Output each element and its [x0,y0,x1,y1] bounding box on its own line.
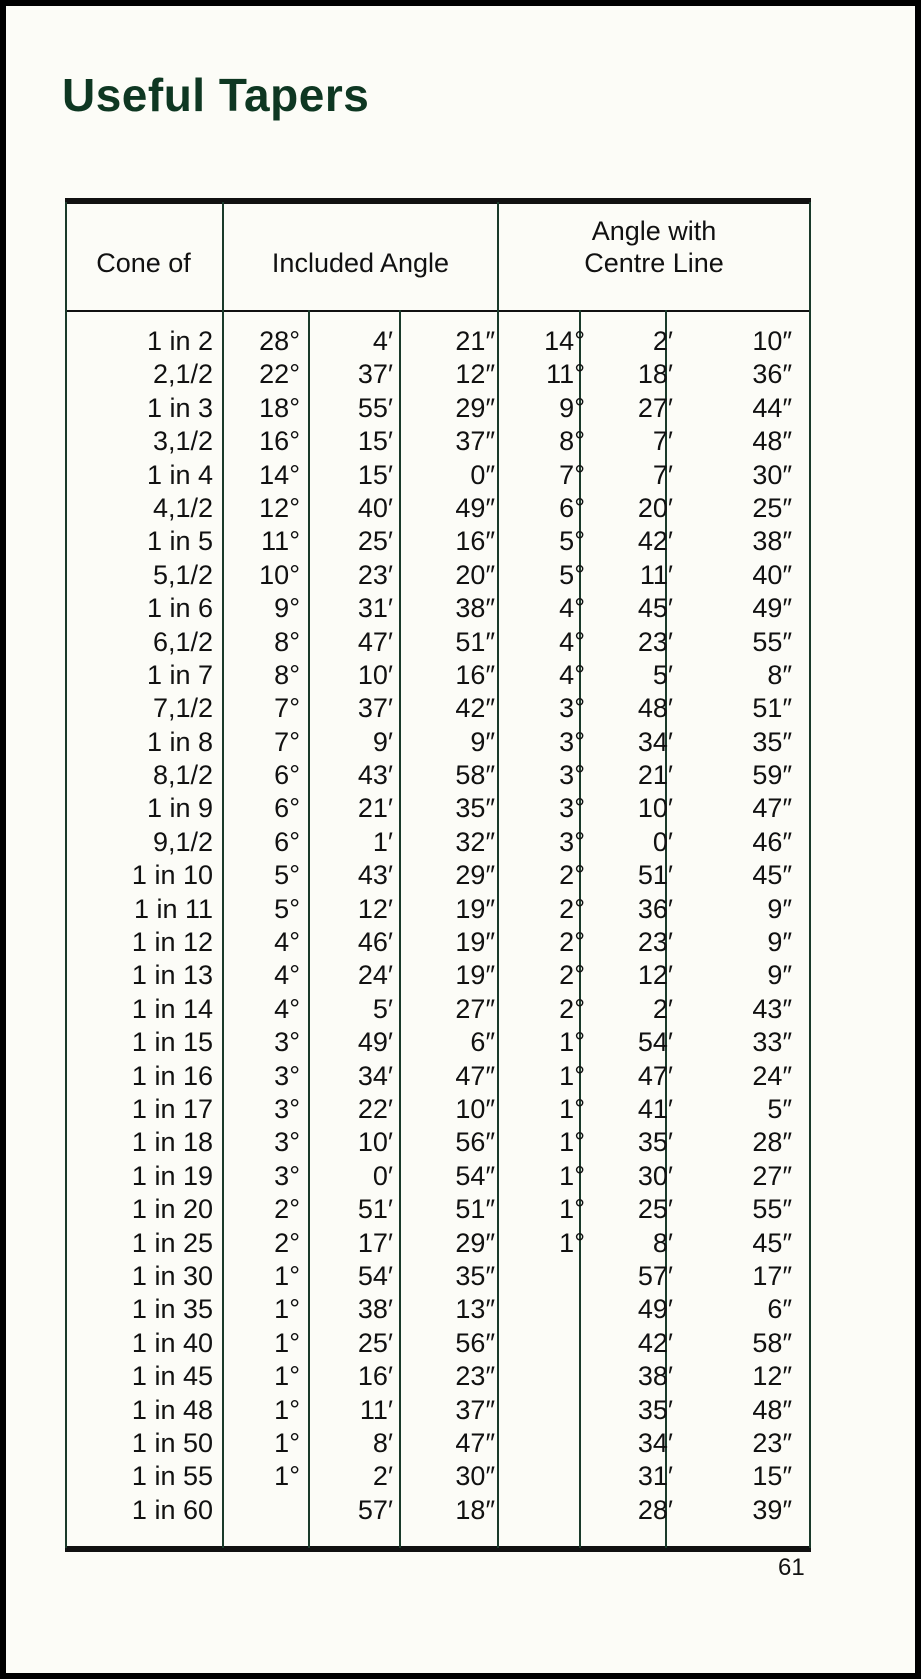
cell-centre-seconds: 55″ [752,1194,792,1225]
cell-centre-seconds: 27″ [752,1160,792,1191]
table-row [65,1427,811,1460]
cell-included-degrees: 16° [259,426,300,457]
cell-centre-minutes: 45′ [637,593,673,624]
cell-included-seconds: 32″ [455,826,495,857]
cell-included-minutes: 25′ [357,526,393,557]
cell-included-minutes: 31′ [357,593,393,624]
cell-included-minutes: 10′ [357,1127,393,1158]
cell-centre-minutes: 18′ [637,359,673,390]
cell-included-degrees: 2° [274,1227,300,1258]
cell-included-degrees: 7° [274,726,300,757]
cell-included-minutes: 22′ [357,1093,393,1124]
cell-cone-ratio: 1 in 18 [131,1127,213,1158]
cell-centre-minutes: 0′ [652,826,673,857]
cell-included-seconds: 29″ [455,392,495,423]
cell-included-minutes: 16′ [357,1361,393,1392]
cell-included-degrees: 3° [274,1060,300,1091]
cell-cone-ratio: 1 in 50 [131,1427,213,1458]
cell-included-degrees: 14° [259,459,300,490]
cell-included-minutes: 24′ [357,960,393,991]
cell-centre-minutes: 7′ [652,426,673,457]
table-row [65,726,811,759]
cell-centre-degrees: 4° [559,659,585,690]
cell-included-seconds: 58″ [455,760,495,791]
cell-cone-ratio: 9,1/2 [152,826,213,857]
cell-centre-seconds: 44″ [752,392,792,423]
cell-cone-ratio: 7,1/2 [152,693,213,724]
cell-included-degrees: 3° [274,1127,300,1158]
cell-included-minutes: 25′ [357,1327,393,1358]
cell-included-seconds: 51″ [455,626,495,657]
cell-included-minutes: 43′ [357,860,393,891]
header-cone-of: Cone of [96,248,191,278]
cell-included-degrees: 12° [259,492,300,523]
table-row [65,1160,811,1193]
cell-centre-seconds: 45″ [752,860,792,891]
cell-cone-ratio: 1 in 40 [131,1327,213,1358]
table-row [65,792,811,825]
cell-cone-ratio: 6,1/2 [152,626,213,657]
table-top-rule [65,198,811,204]
table-header-rule [65,310,811,312]
cell-centre-seconds: 59″ [752,760,792,791]
cell-included-degrees: 3° [274,1027,300,1058]
cell-cone-ratio: 1 in 48 [131,1394,213,1425]
cell-centre-minutes: 35′ [637,1394,673,1425]
cell-cone-ratio: 1 in 55 [131,1461,213,1492]
header-centre-line-1: Angle with [591,216,717,246]
cell-cone-ratio: 1 in 60 [131,1494,213,1525]
cell-centre-degrees: 3° [559,726,585,757]
table-row [65,358,811,391]
cell-centre-minutes: 41′ [637,1093,673,1124]
page-title: Useful Tapers [62,69,370,121]
cell-cone-ratio: 1 in 25 [131,1227,213,1258]
cell-centre-minutes: 48′ [637,693,673,724]
table-row [65,1227,811,1260]
cell-centre-minutes: 2′ [652,326,673,356]
cell-included-minutes: 9′ [372,726,393,757]
cell-centre-minutes: 5′ [652,659,673,690]
cell-included-degrees: 1° [274,1461,300,1492]
cell-included-degrees: 8° [274,659,300,690]
cell-included-minutes: 17′ [357,1227,393,1258]
cell-centre-seconds: 58″ [752,1327,792,1358]
cell-cone-ratio: 1 in 30 [131,1260,213,1291]
table-row [65,1460,811,1493]
cell-centre-minutes: 36′ [637,893,673,924]
table-row [65,1494,811,1527]
cell-included-minutes: 47′ [357,626,393,657]
cell-centre-minutes: 42′ [637,1327,673,1358]
cell-included-seconds: 38″ [455,593,495,624]
cell-included-minutes: 49′ [357,1027,393,1058]
table-row [65,859,811,892]
cell-included-seconds: 56″ [455,1127,495,1158]
cell-included-degrees: 8° [274,626,300,657]
cell-included-minutes: 4′ [372,326,393,356]
table-row [65,1060,811,1093]
cell-included-minutes: 57′ [357,1494,393,1525]
table-row [65,425,811,458]
table-row [65,1260,811,1293]
cell-included-minutes: 5′ [372,993,393,1024]
table-row [65,1126,811,1159]
cell-centre-seconds: 9″ [767,960,792,991]
cell-included-degrees: 7° [274,693,300,724]
cell-included-minutes: 55′ [357,392,393,423]
cell-included-degrees: 1° [274,1361,300,1392]
table-row [65,1093,811,1126]
cell-included-seconds: 29″ [455,1227,495,1258]
cell-included-seconds: 49″ [455,492,495,523]
cell-cone-ratio: 1 in 16 [131,1060,213,1091]
cell-centre-degrees: 2° [559,860,585,891]
cell-centre-seconds: 48″ [752,426,792,457]
cell-included-minutes: 34′ [357,1060,393,1091]
cell-included-seconds: 18″ [455,1494,495,1525]
cell-included-seconds: 47″ [455,1060,495,1091]
cell-included-seconds: 27″ [455,993,495,1024]
cell-centre-degrees: 4° [559,593,585,624]
cell-included-seconds: 35″ [455,1260,495,1291]
table-body [65,325,811,1527]
cell-cone-ratio: 8,1/2 [152,760,213,791]
cell-cone-ratio: 1 in 13 [131,960,213,991]
cell-centre-minutes: 10′ [637,793,673,824]
cell-centre-seconds: 35″ [752,726,792,757]
table-row [65,1026,811,1059]
cell-included-seconds: 13″ [455,1294,495,1325]
cell-centre-seconds: 25″ [752,492,792,523]
cell-included-degrees: 6° [274,793,300,824]
cell-included-minutes: 43′ [357,760,393,791]
cell-cone-ratio: 2,1/2 [152,359,213,390]
cell-included-minutes: 38′ [357,1294,393,1325]
cell-centre-degrees: 4° [559,626,585,657]
table-row [65,592,811,625]
cell-included-degrees: 6° [274,760,300,791]
cell-included-minutes: 8′ [372,1427,393,1458]
table-row [65,993,811,1026]
cell-included-degrees: 1° [274,1394,300,1425]
cell-centre-seconds: 12″ [752,1361,792,1392]
cell-centre-seconds: 33″ [752,1027,792,1058]
cell-included-seconds: 19″ [455,960,495,991]
cell-centre-minutes: 30′ [637,1160,673,1191]
cell-centre-degrees: 7° [559,459,585,490]
cell-included-minutes: 40′ [357,492,393,523]
cell-cone-ratio: 1 in 5 [146,526,213,557]
cell-centre-degrees: 3° [559,826,585,857]
cell-centre-seconds: 5″ [767,1093,792,1124]
cell-centre-seconds: 48″ [752,1394,792,1425]
cell-included-seconds: 56″ [455,1327,495,1358]
cell-cone-ratio: 1 in 10 [131,860,213,891]
cell-centre-degrees: 1° [559,1194,585,1225]
cell-included-degrees: 9° [274,593,300,624]
cell-centre-minutes: 34′ [637,1427,673,1458]
table-bottom-rule [65,1546,811,1552]
cell-included-minutes: 2′ [372,1461,393,1492]
cell-centre-minutes: 8′ [652,1227,673,1258]
cell-cone-ratio: 1 in 3 [146,392,213,423]
table-row [65,1394,811,1427]
cell-centre-degrees: 6° [559,492,585,523]
cell-centre-minutes: 11′ [639,559,673,590]
cell-centre-minutes: 7′ [652,459,673,490]
cell-cone-ratio: 1 in 7 [146,659,213,690]
cell-cone-ratio: 1 in 14 [131,993,213,1024]
cell-centre-degrees: 9° [559,392,585,423]
cell-included-seconds: 21″ [455,326,495,356]
table-row [65,392,811,425]
cell-centre-degrees: 2° [559,960,585,991]
cell-included-degrees: 1° [274,1427,300,1458]
cell-centre-minutes: 31′ [637,1461,673,1492]
cell-centre-degrees: 1° [559,1093,585,1124]
cell-centre-seconds: 23″ [752,1427,792,1458]
cell-cone-ratio: 4,1/2 [152,492,213,523]
header-centre-line-2: Centre Line [584,248,724,278]
table-row [65,492,811,525]
cell-centre-degrees: 3° [559,693,585,724]
table-row [65,959,811,992]
cell-centre-seconds: 24″ [752,1060,792,1091]
table-row [65,1327,811,1360]
cell-included-minutes: 11′ [359,1394,393,1425]
cell-included-minutes: 54′ [357,1260,393,1291]
cell-included-seconds: 6″ [470,1027,495,1058]
cell-centre-minutes: 28′ [637,1494,673,1525]
cell-centre-minutes: 51′ [637,860,673,891]
cell-included-minutes: 10′ [357,659,393,690]
cell-included-seconds: 54″ [455,1160,495,1191]
cell-centre-minutes: 2′ [652,993,673,1024]
cell-included-minutes: 0′ [372,1160,393,1191]
cell-included-seconds: 47″ [455,1427,495,1458]
cell-included-degrees: 28° [259,326,300,356]
cell-cone-ratio: 1 in 19 [131,1160,213,1191]
cell-centre-degrees: 8° [559,426,585,457]
cell-centre-degrees: 5° [559,526,585,557]
cell-included-seconds: 16″ [455,526,495,557]
cell-centre-minutes: 23′ [637,626,673,657]
cell-centre-degrees: 1° [559,1160,585,1191]
cell-centre-minutes: 20′ [637,492,673,523]
cell-included-degrees: 1° [274,1294,300,1325]
cell-included-degrees: 1° [274,1260,300,1291]
cell-included-seconds: 35″ [455,793,495,824]
cell-included-minutes: 37′ [357,359,393,390]
cell-centre-seconds: 28″ [752,1127,792,1158]
cell-included-degrees: 11° [261,526,300,557]
cell-included-seconds: 0″ [470,459,495,490]
cell-centre-degrees: 3° [559,793,585,824]
cell-centre-degrees: 2° [559,893,585,924]
table-row [65,659,811,692]
cell-centre-minutes: 47′ [637,1060,673,1091]
table-row [65,1360,811,1393]
cell-centre-seconds: 46″ [752,826,792,857]
cell-centre-seconds: 6″ [767,1294,792,1325]
cell-centre-seconds: 36″ [752,359,792,390]
table-row [65,1193,811,1226]
cell-cone-ratio: 5,1/2 [152,559,213,590]
cell-cone-ratio: 1 in 17 [131,1093,213,1124]
cell-included-minutes: 21′ [357,793,393,824]
cell-centre-minutes: 54′ [637,1027,673,1058]
table-row [65,325,811,358]
cell-centre-degrees: 5° [559,559,585,590]
table-row [65,759,811,792]
cell-cone-ratio: 1 in 35 [131,1294,213,1325]
cell-included-seconds: 42″ [455,693,495,724]
cell-included-seconds: 23″ [455,1361,495,1392]
cell-centre-seconds: 38″ [752,526,792,557]
cell-included-minutes: 15′ [357,426,393,457]
cell-centre-minutes: 34′ [637,726,673,757]
cell-centre-seconds: 30″ [752,459,792,490]
page-number: 61 [778,1554,805,1581]
cell-centre-degrees: 14° [544,326,585,356]
cell-cone-ratio: 1 in 20 [131,1194,213,1225]
cell-included-seconds: 20″ [455,559,495,590]
cell-centre-degrees: 2° [559,927,585,958]
cell-included-seconds: 10″ [455,1093,495,1124]
cell-centre-minutes: 25′ [637,1194,673,1225]
cell-centre-minutes: 21′ [637,760,673,791]
cell-included-minutes: 37′ [357,693,393,724]
cell-centre-seconds: 8″ [767,659,792,690]
table-row [65,559,811,592]
cell-centre-minutes: 38′ [637,1361,673,1392]
table-row [65,1293,811,1326]
cell-included-seconds: 19″ [455,927,495,958]
cell-centre-minutes: 49′ [637,1294,673,1325]
cell-cone-ratio: 1 in 9 [146,793,213,824]
cell-included-seconds: 19″ [455,893,495,924]
cell-cone-ratio: 1 in 11 [133,893,213,924]
book-page [6,6,915,1673]
cell-centre-minutes: 42′ [637,526,673,557]
cell-centre-minutes: 12′ [637,960,673,991]
cell-included-degrees: 4° [274,927,300,958]
cell-cone-ratio: 1 in 45 [131,1361,213,1392]
cell-centre-degrees: 1° [559,1127,585,1158]
cell-centre-seconds: 17″ [752,1260,792,1291]
cell-centre-degrees: 11° [546,359,585,390]
table-row [65,626,811,659]
cell-included-minutes: 23′ [357,559,393,590]
table-row [65,826,811,859]
cell-cone-ratio: 3,1/2 [152,426,213,457]
cell-centre-seconds: 47″ [752,793,792,824]
cell-centre-minutes: 57′ [637,1260,673,1291]
cell-cone-ratio: 1 in 15 [131,1027,213,1058]
cell-cone-ratio: 1 in 4 [146,459,213,490]
cell-centre-seconds: 43″ [752,993,792,1024]
cell-centre-seconds: 49″ [752,593,792,624]
cell-included-degrees: 3° [274,1093,300,1124]
cell-centre-minutes: 35′ [637,1127,673,1158]
cell-centre-seconds: 55″ [752,626,792,657]
cell-included-degrees: 4° [274,993,300,1024]
cell-centre-seconds: 9″ [767,927,792,958]
cell-included-minutes: 12′ [357,893,393,924]
cell-centre-degrees: 1° [559,1060,585,1091]
cell-included-minutes: 46′ [357,927,393,958]
cell-included-seconds: 30″ [455,1461,495,1492]
table-row [65,692,811,725]
cell-included-minutes: 1′ [372,826,393,857]
table-row [65,926,811,959]
cell-centre-minutes: 23′ [637,927,673,958]
cell-cone-ratio: 1 in 8 [146,726,213,757]
cell-centre-degrees: 2° [559,993,585,1024]
cell-included-minutes: 51′ [357,1194,393,1225]
taper-table [65,198,811,1552]
cell-centre-degrees: 3° [559,760,585,791]
cell-included-degrees: 2° [274,1194,300,1225]
cell-included-seconds: 29″ [455,860,495,891]
cell-included-seconds: 16″ [455,659,495,690]
cell-included-seconds: 51″ [455,1194,495,1225]
table-row [65,893,811,926]
cell-included-degrees: 1° [274,1327,300,1358]
cell-centre-seconds: 15″ [752,1461,792,1492]
cell-included-degrees: 4° [274,960,300,991]
cell-included-seconds: 37″ [455,426,495,457]
cell-included-minutes: 15′ [357,459,393,490]
cell-included-degrees: 10° [259,559,300,590]
cell-included-degrees: 5° [274,893,300,924]
cell-included-seconds: 37″ [455,1394,495,1425]
table-row [65,525,811,558]
cell-included-seconds: 9″ [470,726,495,757]
cell-centre-seconds: 10″ [752,326,792,356]
cell-included-degrees: 18° [259,392,300,423]
cell-cone-ratio: 1 in 2 [146,326,213,356]
cell-included-seconds: 12″ [455,359,495,390]
cell-cone-ratio: 1 in 6 [146,593,213,624]
cell-centre-seconds: 51″ [752,693,792,724]
table-row [65,459,811,492]
cell-centre-seconds: 39″ [752,1494,792,1525]
cell-centre-degrees: 1° [559,1027,585,1058]
cell-centre-seconds: 45″ [752,1227,792,1258]
cell-centre-seconds: 40″ [752,559,792,590]
cell-centre-degrees: 1° [559,1227,585,1258]
cell-cone-ratio: 1 in 12 [131,927,213,958]
cell-included-degrees: 5° [274,860,300,891]
cell-centre-seconds: 9″ [767,893,792,924]
cell-centre-minutes: 27′ [637,392,673,423]
cell-included-degrees: 3° [274,1160,300,1191]
header-included-angle: Included Angle [271,248,450,278]
cell-included-degrees: 22° [259,359,300,390]
cell-included-degrees: 6° [274,826,300,857]
